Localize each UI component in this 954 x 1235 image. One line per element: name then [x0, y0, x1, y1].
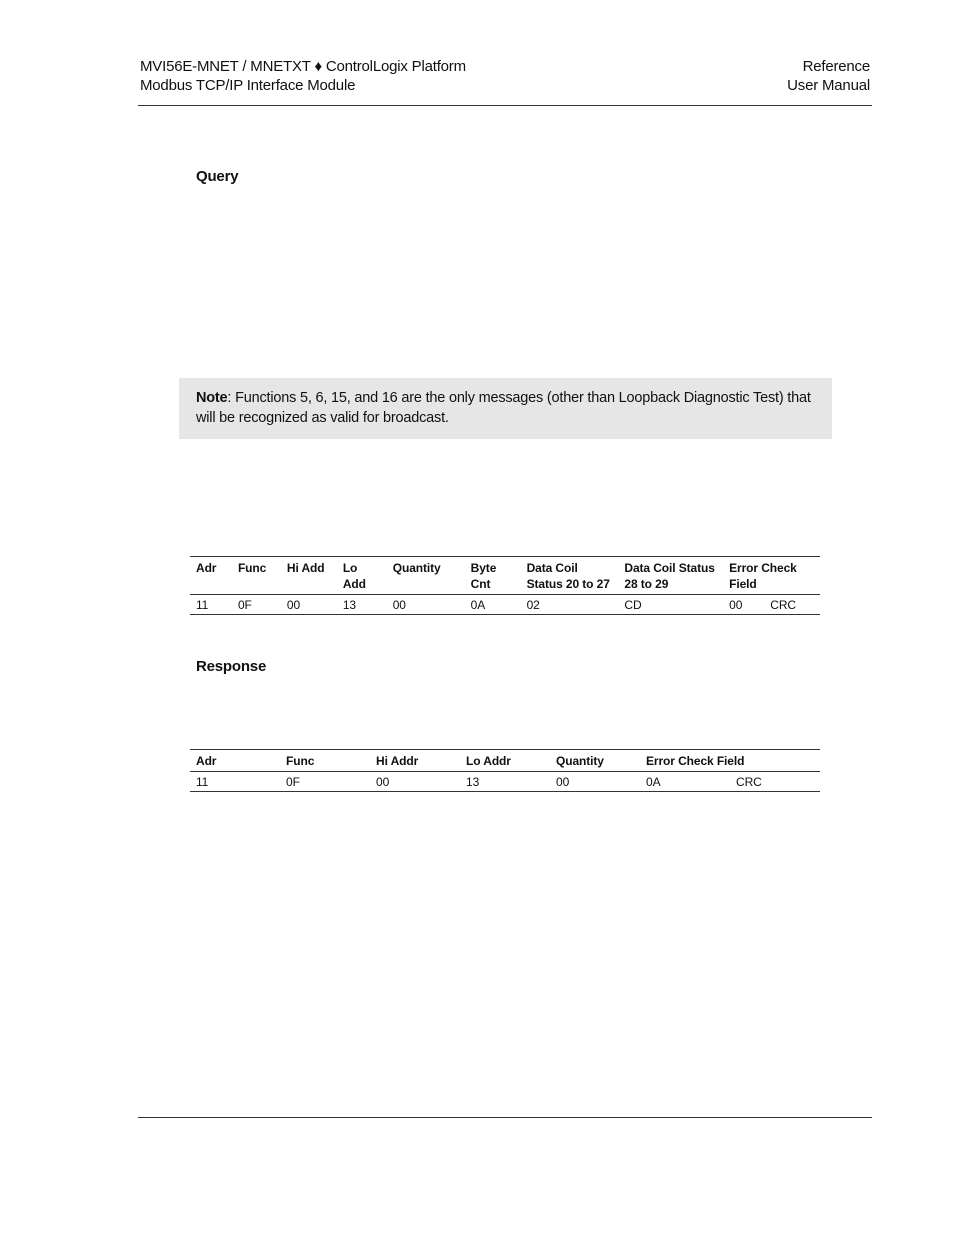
response-cell-hi-addr: 00	[370, 772, 460, 792]
response-col-hi-addr: Hi Addr	[370, 750, 460, 772]
broadcast-note	[179, 378, 832, 439]
response-table-header	[190, 750, 820, 772]
query-cell-quantity: 00	[387, 595, 465, 615]
note-text: : Functions 5, 6, 15, and 16 are the only messages (other than Loopback Diagnostic Test) that will be recognized as valid for broadcast.	[196, 390, 811, 426]
response-cell-quantity: 00	[550, 772, 640, 792]
query-cell-hi-add: 00	[281, 595, 337, 615]
response-col-lo-addr: Lo Addr	[460, 750, 550, 772]
response-cell-error-crc: CRC	[736, 775, 762, 789]
response-col-error-check: Error Check Field	[640, 750, 820, 772]
response-cell-func: 0F	[280, 772, 370, 792]
header-product-subtitle: Modbus TCP/IP Interface Module	[140, 77, 356, 94]
query-col-lo-add: Lo Add	[337, 557, 387, 595]
header-doc-type: User Manual	[787, 77, 870, 94]
query-table	[190, 556, 820, 615]
response-col-func: Func	[280, 750, 370, 772]
query-col-func: Func	[232, 557, 281, 595]
query-col-quantity: Quantity	[387, 557, 465, 595]
query-cell-error-hi: 00	[729, 598, 743, 612]
response-cell-error-check	[640, 772, 820, 792]
response-table	[190, 749, 820, 792]
query-table-header	[190, 557, 820, 595]
query-col-error-check: Error Check Field	[723, 557, 820, 595]
query-cell-lo-add: 13	[337, 595, 387, 615]
query-table-row	[190, 595, 820, 615]
running-header-left	[140, 57, 466, 95]
query-cell-byte-cnt: 0A	[465, 595, 521, 615]
running-header-right	[787, 57, 870, 95]
query-col-adr: Adr	[190, 557, 232, 595]
header-divider	[138, 105, 872, 106]
query-col-hi-add: Hi Add	[281, 557, 337, 595]
query-cell-error-check	[723, 595, 820, 615]
query-col-coil-28-29: Data Coil Status 28 to 29	[618, 557, 723, 595]
response-col-adr: Adr	[190, 750, 280, 772]
response-heading: Response	[196, 658, 267, 675]
header-product-title: MVI56E-MNET / MNETXT ♦ ControlLogix Platform	[140, 58, 466, 75]
note-label: Note	[196, 390, 228, 406]
query-cell-coil-20-27: 02	[521, 595, 619, 615]
query-cell-error-crc: CRC	[770, 598, 796, 612]
query-cell-adr: 11	[190, 595, 232, 615]
response-cell-error-quantity-lo: 0A	[646, 775, 661, 789]
footer-divider	[138, 1117, 872, 1118]
header-section: Reference	[802, 58, 870, 75]
response-cell-adr: 11	[190, 772, 280, 792]
query-col-byte-cnt: Byte Cnt	[465, 557, 521, 595]
query-heading: Query	[196, 168, 239, 185]
response-table-row	[190, 772, 820, 792]
query-col-coil-20-27: Data Coil Status 20 to 27	[521, 557, 619, 595]
query-cell-func: 0F	[232, 595, 281, 615]
response-col-quantity: Quantity	[550, 750, 640, 772]
query-cell-coil-28-29: CD	[618, 595, 723, 615]
response-cell-lo-addr: 13	[460, 772, 550, 792]
